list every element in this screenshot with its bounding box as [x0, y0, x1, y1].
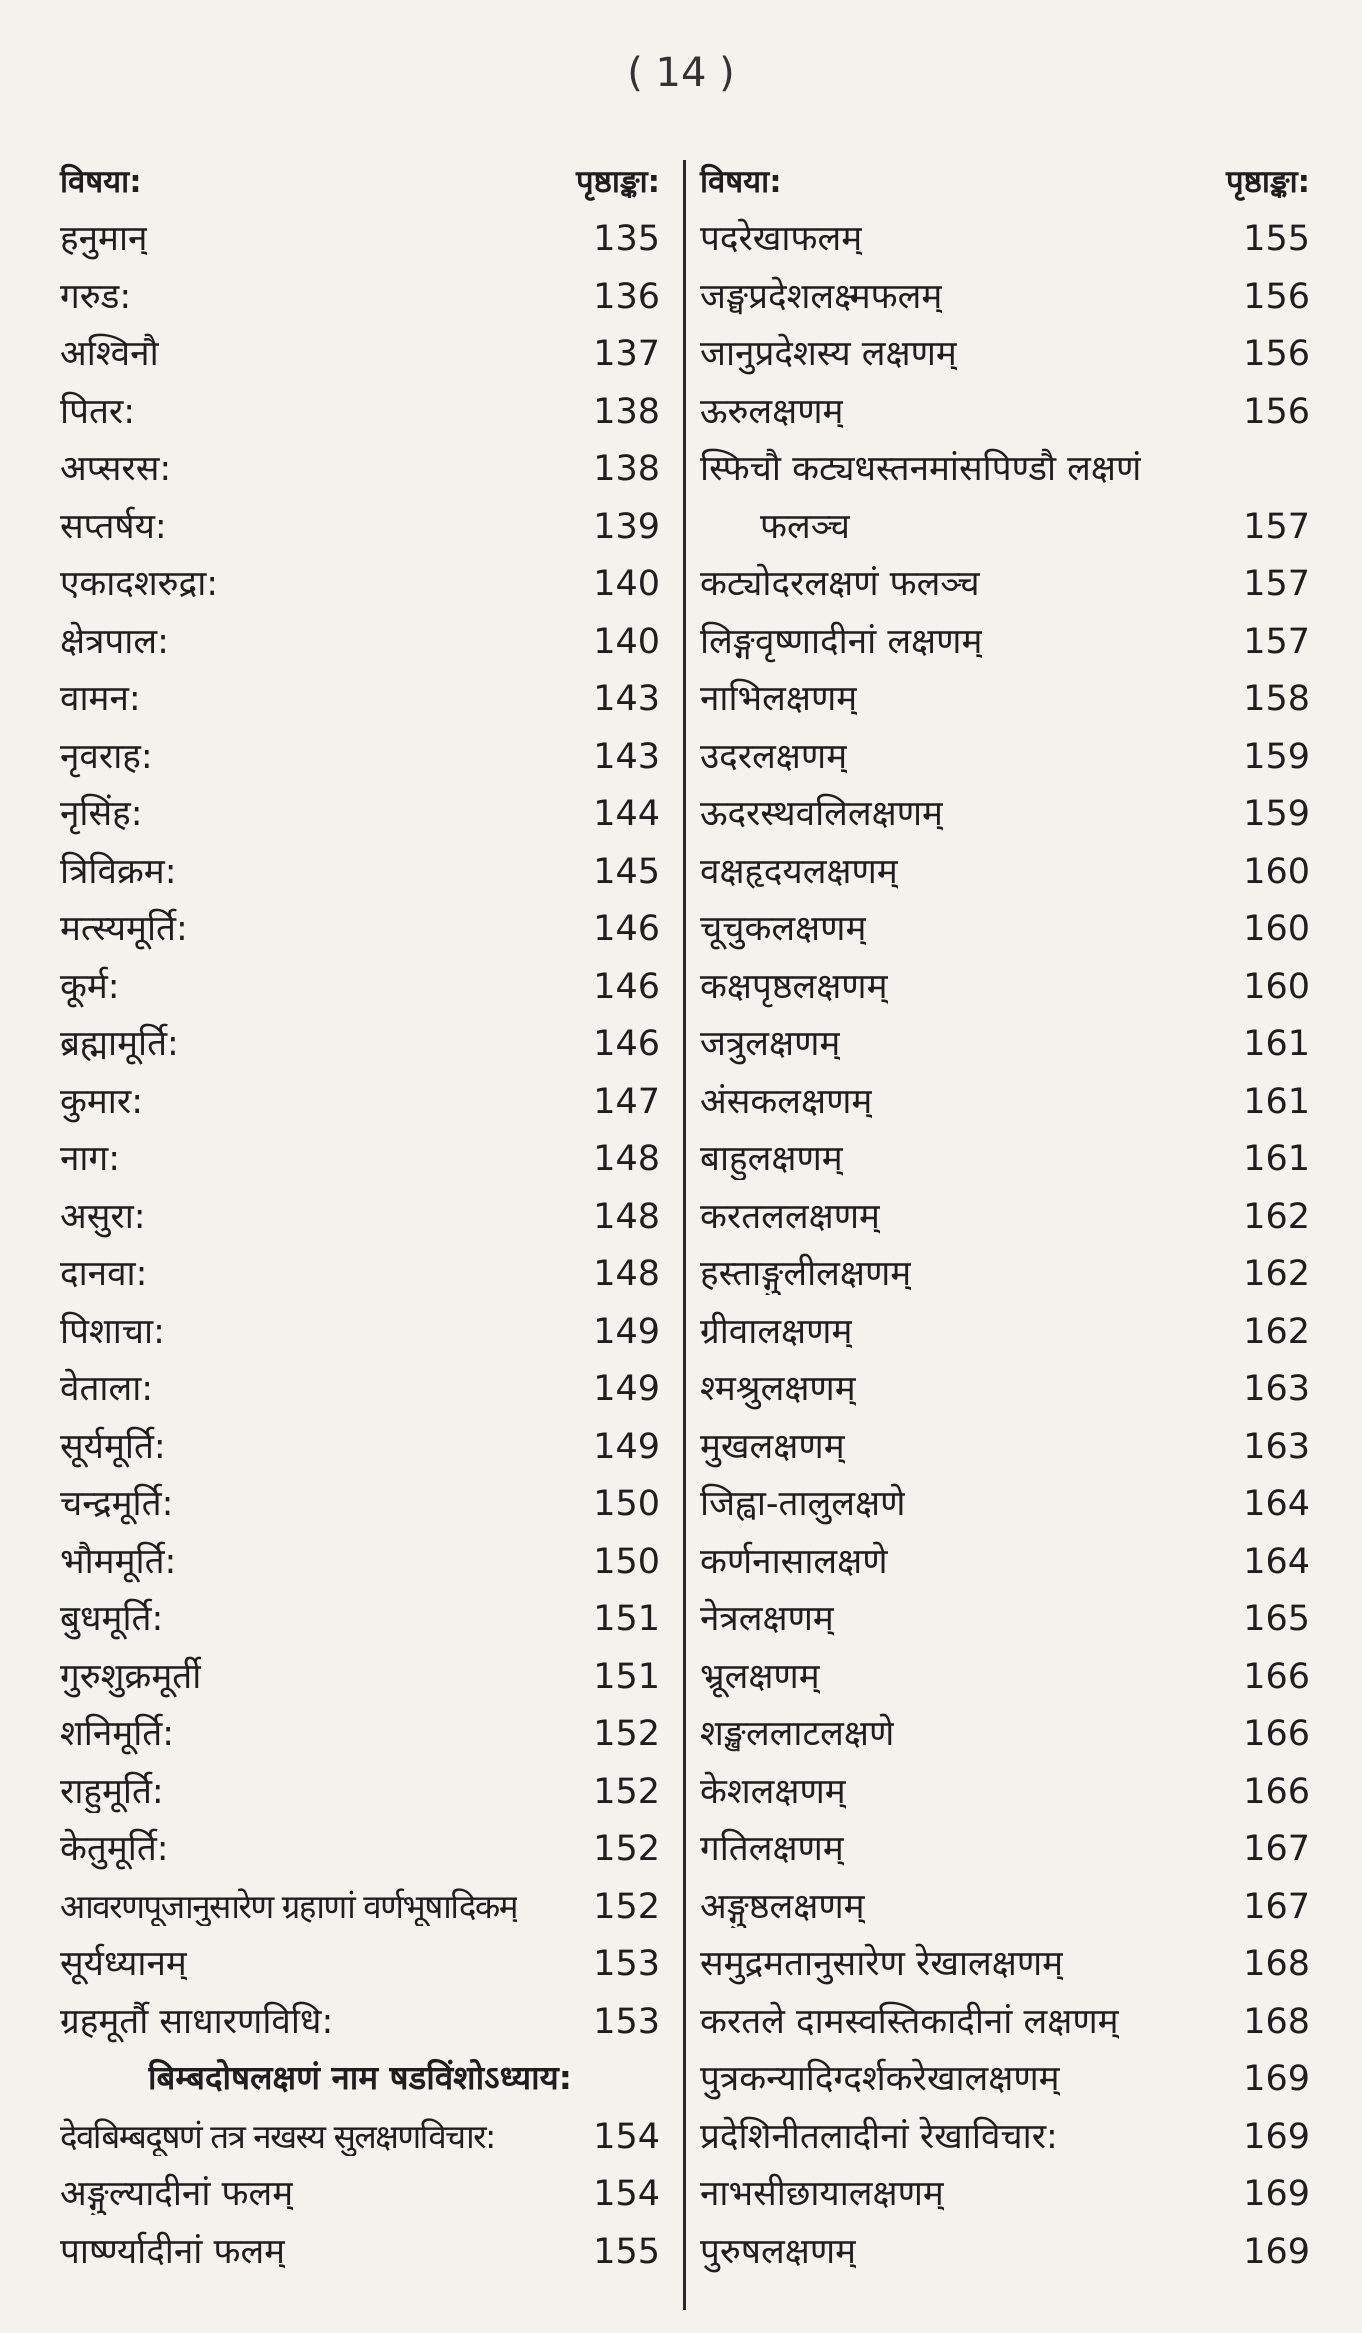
- toc-title: अङ्गुष्ठलक्षणम्: [700, 1886, 865, 1927]
- toc-page: 146: [593, 1024, 660, 1064]
- toc-title: गरुड:: [60, 276, 132, 317]
- toc-row: [700, 1483, 1310, 1541]
- toc-page: 138: [593, 391, 660, 432]
- toc-title: जङ्घप्रदेशलक्ष्मफलम्: [700, 276, 943, 317]
- page-header: पृष्ठाङ्का:: [576, 164, 660, 200]
- toc-title: पिशाचा:: [60, 1311, 165, 1352]
- toc-title: जिह्वा-तालुलक्षणे: [700, 1484, 906, 1524]
- toc-title: अप्सरस:: [60, 449, 172, 489]
- toc-row: [60, 1828, 660, 1886]
- toc-page: 158: [1243, 679, 1310, 719]
- toc-page: 155: [1243, 219, 1310, 259]
- toc-row: [60, 1886, 660, 1944]
- toc-title: ग्रीवालक्षणम्: [700, 1311, 853, 1352]
- toc-page: 152: [593, 1886, 660, 1927]
- page-header: पृष्ठाङ्का:: [1226, 164, 1310, 200]
- toc-page: 167: [1243, 1886, 1310, 1927]
- toc-row: [700, 736, 1310, 794]
- toc-row: [700, 1253, 1310, 1311]
- toc-row: [60, 1023, 660, 1081]
- toc-row: [700, 1943, 1310, 2001]
- toc-page: 138: [593, 449, 660, 489]
- toc-page: 167: [1243, 1829, 1310, 1869]
- toc-row: [60, 1081, 660, 1139]
- toc-page: 154: [593, 2116, 660, 2157]
- toc-page: 152: [593, 1714, 660, 1754]
- toc-row: [700, 1368, 1310, 1426]
- toc-row: [700, 851, 1310, 909]
- toc-title: कूर्म:: [60, 966, 120, 1007]
- toc-title: एकादशरुद्रा:: [60, 564, 219, 604]
- toc-title: शनिमूर्ति:: [60, 1714, 175, 1754]
- toc-title: पार्ष्ण्यादीनां फलम्: [60, 2231, 286, 2272]
- toc-title: राहुमूर्ति:: [60, 1771, 164, 1812]
- toc-page: 166: [1243, 1656, 1310, 1697]
- toc-page: 135: [593, 219, 660, 259]
- toc-row: [700, 966, 1310, 1024]
- toc-row: [700, 1886, 1310, 1944]
- toc-page: 154: [593, 2174, 660, 2214]
- toc-page: 164: [1243, 1541, 1310, 1582]
- toc-title: हस्ताङ्गुलीलक्षणम्: [700, 1254, 912, 1294]
- toc-title: फलञ्च: [760, 506, 850, 547]
- toc-page: 139: [593, 506, 660, 547]
- toc-row: [60, 333, 660, 391]
- toc-page: 150: [593, 1541, 660, 1582]
- toc-row: [700, 1828, 1310, 1886]
- toc-row: [700, 1541, 1310, 1599]
- toc-title: शङ्खललाटलक्षणे: [700, 1714, 895, 1754]
- toc-row: [60, 1598, 660, 1656]
- toc-title: आवरणपूजानुसारेण ग्रहाणां वर्णभूषादिकम्: [60, 1886, 517, 1926]
- toc-title: असुरा:: [60, 1196, 146, 1237]
- toc-page: 137: [593, 334, 660, 374]
- toc-page: 156: [1243, 276, 1310, 317]
- toc-row: [60, 1196, 660, 1254]
- toc-row: [60, 391, 660, 449]
- toc-title: क्षेत्रपाल:: [60, 621, 169, 662]
- toc-row: [60, 1311, 660, 1369]
- toc-title: करतले दामस्वस्तिकादीनां लक्षणम्: [700, 2001, 1119, 2042]
- toc-title: भौममूर्ति:: [60, 1541, 177, 1582]
- toc-row: [700, 2001, 1310, 2059]
- toc-page: 149: [593, 1369, 660, 1409]
- toc-row: [700, 1138, 1310, 1196]
- toc-title: अंसकलक्षणम्: [700, 1081, 873, 1122]
- toc-right-column: [700, 160, 1310, 2288]
- toc-row: [60, 448, 660, 506]
- toc-row: [60, 678, 660, 736]
- toc-title: प्रदेशिनीतलादीनां रेखाविचार:: [700, 2116, 1058, 2157]
- toc-title: चूचुकलक्षणम्: [700, 909, 867, 949]
- toc-row: [700, 391, 1310, 449]
- toc-title: भ्रूलक्षणम्: [700, 1656, 820, 1697]
- toc-title: वामन:: [60, 679, 141, 719]
- toc-page: 162: [1243, 1196, 1310, 1237]
- toc-title: नाभसीछायालक्षणम्: [700, 2174, 944, 2214]
- toc-row: [700, 1656, 1310, 1714]
- toc-row: [60, 1483, 660, 1541]
- toc-title: पुत्रकन्यादिग्दर्शकरेखालक्षणम्: [700, 2059, 1060, 2099]
- toc-page: 140: [593, 564, 660, 604]
- toc-page: 159: [1243, 736, 1310, 777]
- toc-title: कक्षपृष्ठलक्षणम्: [700, 966, 888, 1007]
- toc-row: [700, 276, 1310, 334]
- toc-page: 164: [1243, 1484, 1310, 1524]
- toc-row: [60, 1656, 660, 1714]
- toc-page: 161: [1243, 1139, 1310, 1179]
- toc-page: 160: [1243, 909, 1310, 949]
- chapter-title: बिम्बदोषलक्षणं नाम षडविंशोऽध्याय:: [147, 2058, 573, 2097]
- toc-row: [700, 506, 1310, 564]
- toc-page: 169: [1243, 2116, 1310, 2157]
- toc-row: [60, 851, 660, 909]
- toc-row: [700, 621, 1310, 679]
- toc-page: 151: [593, 1656, 660, 1697]
- toc-page: 143: [593, 679, 660, 719]
- toc-page: 159: [1243, 794, 1310, 834]
- toc-title: पितर:: [60, 391, 136, 432]
- toc-row: [60, 1943, 660, 2001]
- toc-page: 149: [593, 1311, 660, 1352]
- toc-page: 157: [1243, 564, 1310, 604]
- toc-page: 151: [593, 1599, 660, 1639]
- toc-title: नृवराह:: [60, 736, 153, 777]
- toc-row: [60, 506, 660, 564]
- toc-title: गुरुशुक्रमूर्ती: [60, 1656, 202, 1697]
- toc-row: [700, 2058, 1310, 2116]
- toc-title: जत्रुलक्षणम्: [700, 1024, 841, 1064]
- toc-page: 153: [593, 1944, 660, 1984]
- toc-title: चन्द्रमूर्ति:: [60, 1484, 174, 1524]
- toc-row: [60, 621, 660, 679]
- toc-row: [700, 678, 1310, 736]
- toc-title: मत्स्यमूर्ति:: [60, 909, 188, 949]
- toc-row: [700, 2231, 1310, 2289]
- toc-page: 166: [1243, 1714, 1310, 1754]
- toc-row: [700, 1426, 1310, 1484]
- toc-title: नृसिंह:: [60, 794, 143, 834]
- toc-title: मुखलक्षणम्: [700, 1426, 845, 1467]
- toc-row: [700, 333, 1310, 391]
- toc-page: 168: [1243, 2001, 1310, 2042]
- toc-title: नेत्रलक्षणम्: [700, 1599, 834, 1639]
- toc-row: [700, 793, 1310, 851]
- toc-page: 152: [593, 1771, 660, 1812]
- toc-row: [700, 1771, 1310, 1829]
- toc-row: [60, 1713, 660, 1771]
- toc-title: लिङ्गवृष्णादीनां लक्षणम्: [700, 621, 983, 662]
- toc-title: हनुमान्: [60, 219, 148, 259]
- toc-title: स्फिचौ कट्यधस्तनमांसपिण्डौ लक्षणं: [700, 449, 1142, 489]
- toc-page: 149: [593, 1426, 660, 1467]
- toc-page: 150: [593, 1484, 660, 1524]
- toc-title: जानुप्रदेशस्य लक्षणम्: [700, 334, 957, 374]
- toc-title: ग्रहमूर्तौ साधारणविधि:: [60, 2001, 334, 2042]
- toc-title: करतललक्षणम्: [700, 1196, 880, 1237]
- toc-page: 166: [1243, 1771, 1310, 1812]
- toc-row: [700, 2173, 1310, 2231]
- toc-page: 161: [1243, 1081, 1310, 1122]
- toc-title: ऊरुलक्षणम्: [700, 391, 844, 432]
- toc-title: बुधमूर्ति:: [60, 1599, 164, 1639]
- toc-row: [60, 1253, 660, 1311]
- toc-row: [60, 2116, 660, 2174]
- toc-page: 155: [593, 2231, 660, 2272]
- toc-row: [60, 1368, 660, 1426]
- toc-row: [60, 1138, 660, 1196]
- toc-title: नाग:: [60, 1139, 120, 1179]
- toc-page: 169: [1243, 2059, 1310, 2099]
- toc-title: पदरेखाफलम्: [700, 219, 863, 259]
- toc-page: 168: [1243, 1944, 1310, 1984]
- toc-title: पुरुषलक्षणम्: [700, 2231, 857, 2272]
- toc-page: 153: [593, 2001, 660, 2042]
- toc-page: 163: [1243, 1369, 1310, 1409]
- toc-title: समुद्रमतानुसारेण रेखालक्षणम्: [700, 1944, 1064, 1984]
- toc-row: [60, 1426, 660, 1484]
- toc-title: त्रिविक्रम:: [60, 851, 177, 892]
- toc-row: [700, 563, 1310, 621]
- toc-page: 169: [1243, 2231, 1310, 2272]
- toc-page: 144: [593, 794, 660, 834]
- toc-title: श्मश्रुलक्षणम्: [700, 1369, 856, 1409]
- toc-row: [700, 2116, 1310, 2174]
- toc-title: बाहुलक्षणम्: [700, 1139, 843, 1179]
- toc-row: [60, 1771, 660, 1829]
- toc-title: नाभिलक्षणम्: [700, 679, 858, 719]
- toc-title: सूर्यध्यानम्: [60, 1944, 187, 1984]
- toc-title: सप्तर्षय:: [60, 506, 167, 547]
- toc-page: 148: [593, 1254, 660, 1294]
- toc-row: [700, 908, 1310, 966]
- toc-title: देवबिम्बदूषणं तत्र नखस्य सुलक्षणविचार:: [60, 2116, 495, 2156]
- toc-row: [700, 1196, 1310, 1254]
- toc-header: [60, 160, 660, 218]
- toc-page: 147: [593, 1081, 660, 1122]
- toc-page: 143: [593, 736, 660, 777]
- toc-page: 140: [593, 621, 660, 662]
- toc-title: केशलक्षणम्: [700, 1771, 846, 1812]
- toc-title: गतिलक्षणम्: [700, 1829, 844, 1869]
- toc-title: ब्रह्मामूर्ति:: [60, 1024, 179, 1064]
- toc-page: 148: [593, 1196, 660, 1237]
- toc-row: [60, 966, 660, 1024]
- toc-page: 169: [1243, 2174, 1310, 2214]
- toc-title: ऊदरस्थवलिलक्षणम्: [700, 794, 943, 834]
- toc-row: [60, 2001, 660, 2059]
- toc-page: 145: [593, 851, 660, 892]
- toc-page: 157: [1243, 621, 1310, 662]
- toc-row: [700, 1023, 1310, 1081]
- toc-row: [60, 736, 660, 794]
- toc-row: [700, 448, 1310, 506]
- toc-row: [60, 276, 660, 334]
- toc-title: वेताला:: [60, 1369, 154, 1409]
- toc-page: 156: [1243, 334, 1310, 374]
- toc-row: [60, 1541, 660, 1599]
- toc-page: 146: [593, 966, 660, 1007]
- toc-row: [60, 2173, 660, 2231]
- toc-page: 136: [593, 276, 660, 317]
- toc-title: सूर्यमूर्ति:: [60, 1426, 166, 1467]
- toc-page: 160: [1243, 966, 1310, 1007]
- toc-row: [60, 2231, 660, 2289]
- toc-page: 165: [1243, 1599, 1310, 1639]
- toc-row: [60, 563, 660, 621]
- toc-title: उदरलक्षणम्: [700, 736, 848, 777]
- toc-left-column: [60, 160, 660, 2288]
- toc-row: [700, 218, 1310, 276]
- toc-row: [700, 1598, 1310, 1656]
- toc-row: [60, 793, 660, 851]
- toc-row: [700, 1081, 1310, 1139]
- toc-title: कुमार:: [60, 1081, 143, 1122]
- toc-title: दानवा:: [60, 1254, 148, 1294]
- toc-title: कट्योदरलक्षणं फलञ्च: [700, 564, 980, 604]
- toc-row: [700, 1713, 1310, 1771]
- toc-title: केतुमूर्ति:: [60, 1829, 169, 1869]
- toc-page: 148: [593, 1139, 660, 1179]
- toc-title: वक्षहृदयलक्षणम्: [700, 851, 898, 892]
- toc-page: 157: [1243, 506, 1310, 547]
- toc-row: [60, 908, 660, 966]
- subject-header: विषया:: [700, 164, 782, 200]
- toc-page: 156: [1243, 391, 1310, 432]
- toc-header: [700, 160, 1310, 218]
- toc-page: 162: [1243, 1311, 1310, 1352]
- page-number: ( 14 ): [627, 50, 735, 96]
- toc-title: अश्विनौ: [60, 334, 159, 374]
- column-divider: [683, 160, 686, 2310]
- toc-page: 162: [1243, 1254, 1310, 1294]
- toc-page: 146: [593, 909, 660, 949]
- toc-page: 152: [593, 1829, 660, 1869]
- toc-row: [700, 1311, 1310, 1369]
- toc-page: 160: [1243, 851, 1310, 892]
- chapter-heading: [60, 2058, 660, 2116]
- toc-title: अङ्गुल्यादीनां फलम्: [60, 2174, 294, 2214]
- toc-row: [60, 218, 660, 276]
- toc-title: कर्णनासालक्षणे: [700, 1541, 888, 1582]
- subject-header: विषया:: [60, 164, 142, 200]
- toc-page: 161: [1243, 1024, 1310, 1064]
- toc-page: 163: [1243, 1426, 1310, 1467]
